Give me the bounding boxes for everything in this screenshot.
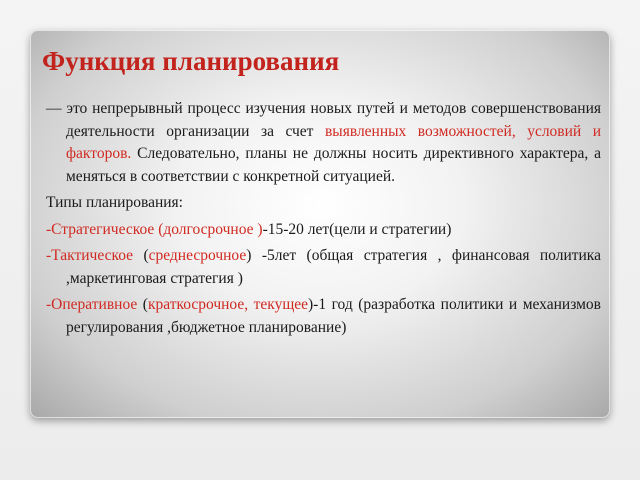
type-name: Стратегическое [51,220,155,238]
definition-conclusion: Следовательно, планы не должны носить директивного характера, а меняться в соответствии с конкретной ситуацией. [66,145,601,185]
type-description: )-1 год (разработка политики и механизмов регулирования ,бюджетное планирование) [66,296,601,336]
type-prefix: - [46,247,52,264]
type-subtype: краткосрочное, текущее [147,296,309,313]
type-item-operational [46,294,601,339]
slide-body [46,98,601,343]
type-description: -15-20 лет(цели и стратегии) [262,220,452,238]
type-prefix: - [46,220,52,238]
type-subtype: долгосрочное ) [163,220,263,238]
footer-area [40,440,600,468]
type-item-tactical [46,245,601,290]
slide-title: Функция планирования [42,46,340,76]
type-paren: ( [133,247,149,264]
type-item-strategic [46,219,601,242]
definition-text: это непрерывный процесс изучения новых путей и методов совершенствования деятельности организации за счет [66,100,602,140]
type-subtype: среднесрочное [148,247,247,264]
type-prefix: - [46,296,52,313]
type-name: Оперативное [51,296,138,313]
type-description: ) -5лет (общая стратегия , финансовая политика ,маркетинговая стратегия ) [66,247,601,287]
type-paren: ( [137,296,148,313]
type-paren: ( [154,220,164,238]
type-name: Тактическое [51,247,134,264]
definition-dash: — [46,100,67,117]
types-heading: Типы планирования: [46,194,183,211]
definition-paragraph [46,98,601,188]
definition-highlight: выявленных возможностей, условий и факторов. [66,122,602,162]
